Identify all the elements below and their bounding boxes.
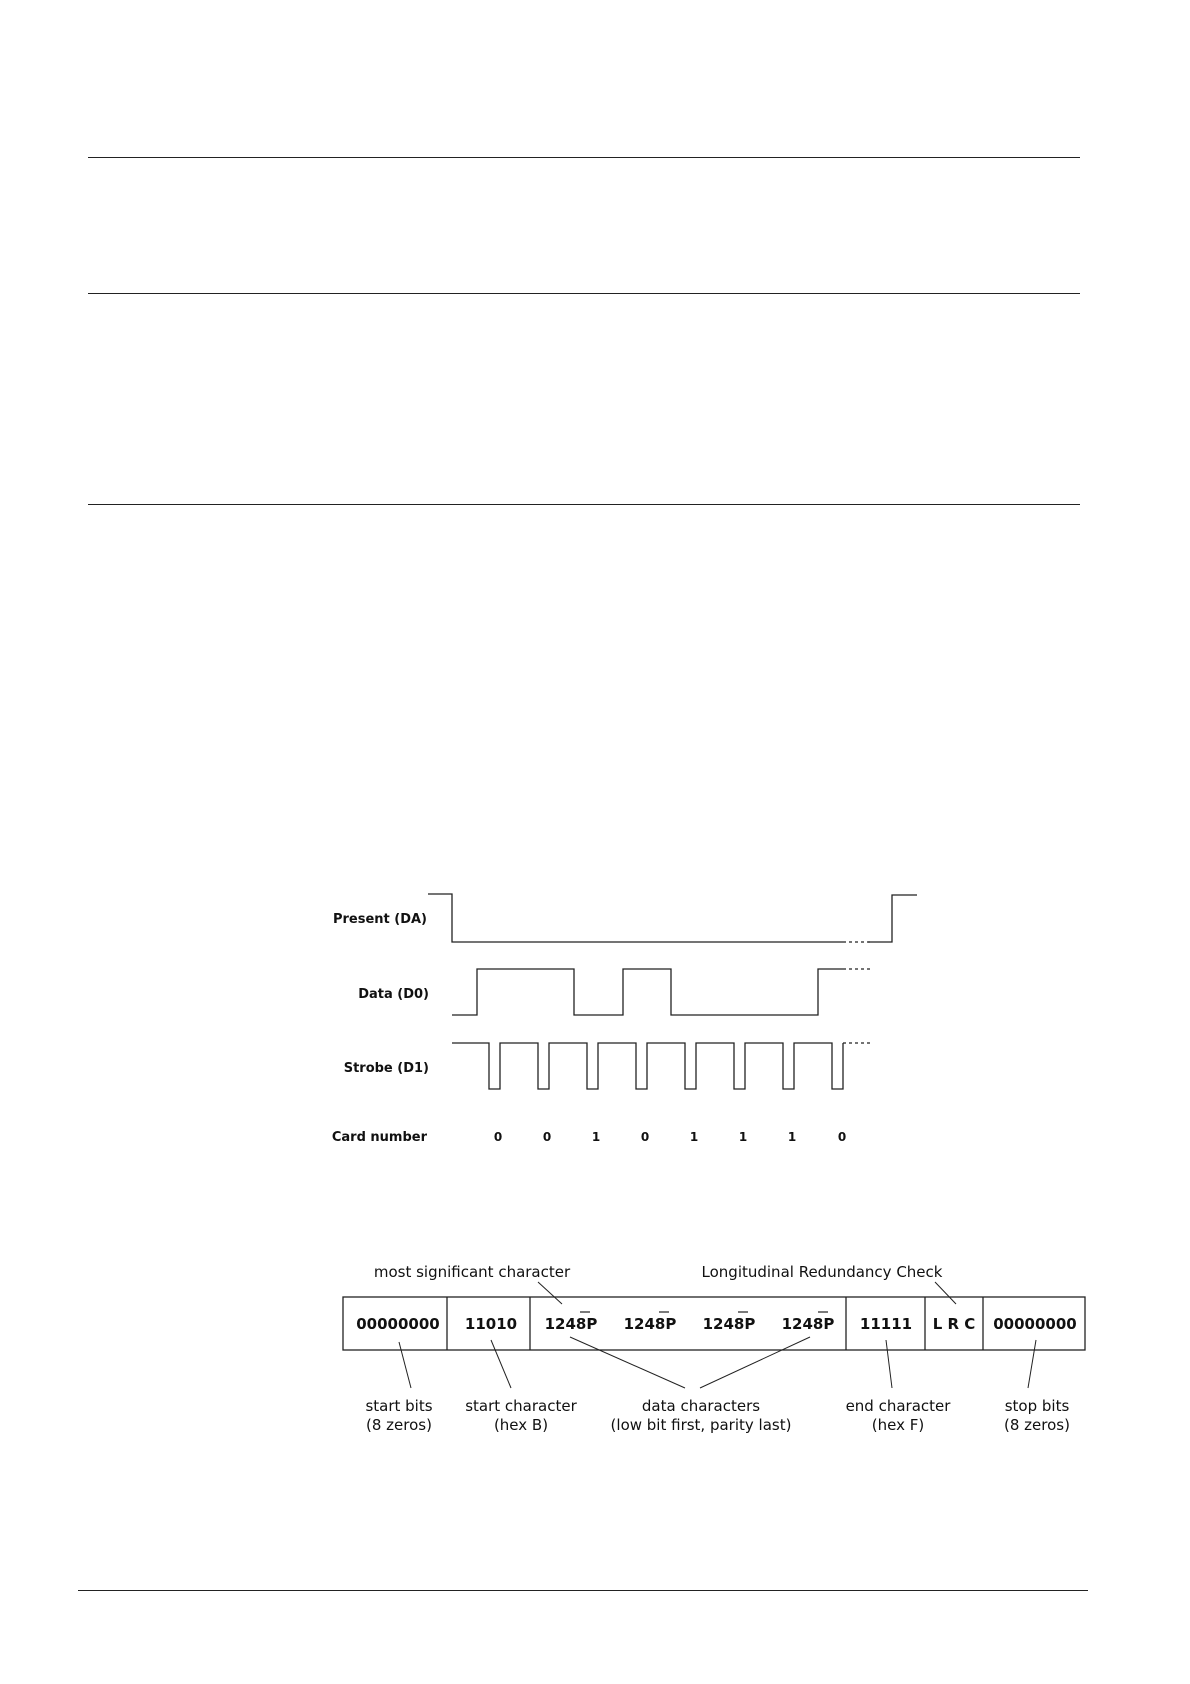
leader-line (1028, 1340, 1036, 1388)
lrc-cell: L R C (932, 1315, 976, 1333)
data-character-cell: 1248P (544, 1315, 598, 1333)
card-number-bits (494, 1130, 846, 1144)
most-significant-character-label: most significant character (373, 1263, 571, 1281)
card-bit: 0 (542, 1130, 552, 1144)
end-character-sublabel: (hex F) (871, 1416, 925, 1434)
card-bit: 0 (493, 1130, 503, 1144)
leader-line (935, 1282, 956, 1304)
strobe-waveform (452, 1043, 843, 1089)
card-bit: 1 (787, 1130, 797, 1144)
present-waveform (428, 894, 843, 942)
card-bit: 0 (837, 1130, 847, 1144)
leader-line (399, 1342, 411, 1388)
strobe-label: Strobe (D1) (343, 1061, 429, 1076)
card-bit: 1 (689, 1130, 699, 1144)
stop-bits-cell: 00000000 (993, 1315, 1077, 1333)
start-bits-sublabel: (8 zeros) (366, 1416, 432, 1434)
data-label: Data (D0) (358, 987, 429, 1002)
timing-diagram (428, 894, 917, 1089)
stop-bits-sublabel: (8 zeros) (1004, 1416, 1070, 1434)
card-bit: 1 (738, 1130, 748, 1144)
card-bit: 1 (591, 1130, 601, 1144)
data-characters-sublabel: (low bit first, parity last) (610, 1416, 792, 1434)
leader-lines (399, 1282, 1036, 1388)
data-characters-label: data characters (641, 1397, 761, 1415)
leader-line (538, 1282, 562, 1304)
present-waveform-end (868, 895, 917, 942)
stop-bits-label: stop bits (1004, 1397, 1070, 1415)
present-label: Present (DA) (332, 912, 427, 927)
end-character-label: end character (845, 1397, 951, 1415)
start-character-label: start character (465, 1397, 577, 1415)
data-waveform (452, 969, 843, 1015)
data-character-cell: 1248P (623, 1315, 677, 1333)
leader-line (570, 1337, 685, 1388)
end-character-cell: 11111 (859, 1315, 913, 1333)
data-character-cell: 1248P (781, 1315, 835, 1333)
lrc-full-label: Longitudinal Redundancy Check (701, 1263, 943, 1281)
start-bits-label: start bits (365, 1397, 433, 1415)
leader-line (491, 1340, 511, 1388)
leader-line (886, 1340, 892, 1388)
start-bits-cell: 00000000 (356, 1315, 440, 1333)
card-bit: 0 (640, 1130, 650, 1144)
start-character-cell: 11010 (464, 1315, 518, 1333)
start-character-sublabel: (hex B) (493, 1416, 549, 1434)
card-number-label: Card number (331, 1130, 427, 1145)
leader-line (700, 1337, 810, 1388)
data-character-cell: 1248P (702, 1315, 756, 1333)
